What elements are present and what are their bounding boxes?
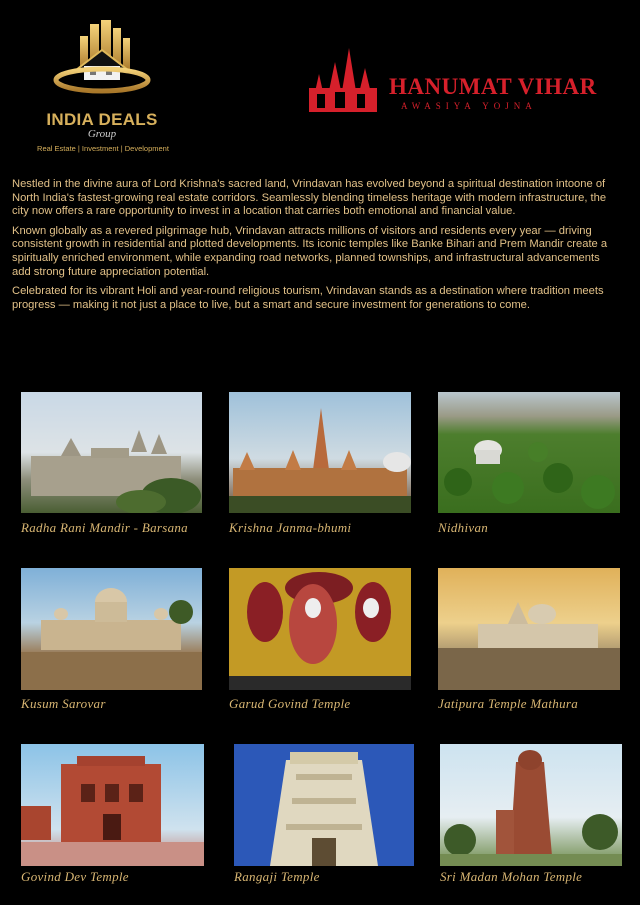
brand-name: INDIA DEALS [46, 110, 158, 129]
intro-text [12, 178, 612, 318]
intro-paragraph-1: Nestled in the divine aura of Lord Krishna's sacred land, Vrindavan has evolved beyond a spiritual destination intoone of North India's fastest-growing real estate corridors. Seamlessly blending timeless heritage with modern infrastructure, the city now offers a rare opportunity to invest in a location that carries both emotional and financial value. [12, 178, 607, 218]
place-caption: Sri Madan Mohan Temple [440, 869, 583, 884]
house-emblem-icon [18, 18, 188, 113]
brand-tagline: Real Estate | Investment | Development [37, 144, 169, 153]
jatipura-temple-photo [438, 568, 620, 690]
brand-group: Group [87, 128, 117, 140]
place-card-govind-dev-temple [21, 744, 219, 894]
place-card-sri-madan-mohan [440, 744, 620, 894]
nidhivan-photo [438, 392, 620, 513]
temple-emblem-icon [305, 44, 381, 114]
kusum-sarovar-photo [21, 568, 202, 690]
sri-madan-mohan-photo [440, 744, 622, 866]
place-caption: Garud Govind Temple [229, 696, 351, 711]
intro-paragraph-2: Known globally as a revered pilgrimage hub, Vrindavan attracts millions of visitors and residents every year — driving consistent growth in residential and plotted developments. Its iconic temples like Banke Bihari and Prem Mandir create a spiritually enriched environment, while expanding road networks, planned townships, and infrastructural advancements add strong future appreciation potential. [12, 224, 608, 278]
hanumat-vihar-title: HANUMAT VIHAR [389, 74, 597, 99]
place-card-nidhivan [438, 392, 620, 542]
krishna-janma-bhumi-photo [229, 392, 411, 513]
place-caption: Krishna Janma-bhumi [229, 520, 352, 535]
place-caption: Govind Dev Temple [21, 869, 129, 884]
india-deals-logo [18, 18, 188, 153]
place-caption: Radha Rani Mandir - Barsana [21, 520, 188, 535]
place-card-rangaji-temple [234, 744, 419, 894]
radha-rani-mandir-photo [21, 392, 202, 513]
place-caption: Nidhivan [438, 520, 489, 535]
place-card-kusum-sarovar [21, 568, 219, 718]
place-card-jatipura-temple [438, 568, 620, 718]
hanumat-vihar-logo [305, 44, 625, 116]
place-caption: Kusum Sarovar [21, 696, 106, 711]
place-card-radha-rani-mandir [21, 392, 219, 542]
garud-govind-photo [229, 568, 411, 690]
hanumat-vihar-subtitle: AWASIYA YOJNA [401, 101, 537, 111]
intro-paragraph-3: Celebrated for its vibrant Holi and year-round religious tourism, Vrindavan stands as a destination where tradition meets progress — making it not just a place to live, but a smart and secure investment for generations to come. [12, 285, 604, 311]
govind-dev-temple-photo [21, 744, 204, 866]
place-caption: Rangaji Temple [234, 869, 320, 884]
rangaji-temple-photo [234, 744, 414, 866]
place-caption: Jatipura Temple Mathura [438, 696, 579, 711]
place-card-krishna-janma-bhumi [229, 392, 419, 542]
place-card-garud-govind [229, 568, 419, 718]
